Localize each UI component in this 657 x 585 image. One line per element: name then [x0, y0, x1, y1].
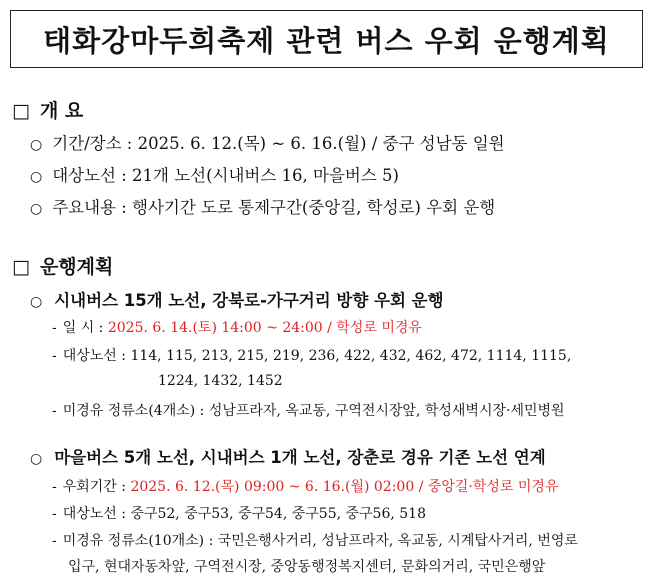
section-overview-heading: [12, 96, 83, 123]
page-title: 태화강마두희축제 관련 버스 우회 운행계획: [43, 23, 610, 58]
village-bus-stops: [52, 530, 578, 550]
city-bus-schedule: [52, 317, 422, 337]
dash-bullet: -: [52, 506, 57, 522]
dash-bullet: -: [52, 403, 57, 419]
overview-item-content: [30, 194, 495, 218]
city-bus-stops: [52, 400, 565, 420]
city-bus-title: 시내버스 15개 노선, 강북로-가구거리 방향 우회 운행: [54, 291, 444, 310]
schedule-label: 일 시 :: [62, 320, 104, 336]
square-bullet-icon: □: [12, 256, 30, 278]
stops-text: 미경유 정류소(10개소) : 국민은행사거리, 성남프라자, 옥교동, 시계탑사거리, 번영로: [62, 533, 578, 549]
city-bus-heading: [30, 287, 444, 311]
routes-value: 114, 115, 213, 215, 219, 236, 422, 432, 462, 472, 1114, 1115,: [130, 348, 572, 364]
dash-bullet: -: [52, 479, 57, 495]
dash-bullet: -: [52, 348, 57, 364]
period-label: 우회기간 :: [62, 479, 126, 495]
section-plan-heading: [12, 252, 113, 279]
circle-bullet-icon: ○: [30, 201, 43, 217]
village-bus-period: [52, 476, 558, 496]
schedule-value: 2025. 6. 14.(토) 14:00 ~ 24:00 / 학성로 미경유: [107, 320, 422, 336]
period-value: 2025. 6. 12.(목) 09:00 ~ 6. 16.(월) 02:00 / 중앙길·학성로 미경유: [130, 479, 559, 495]
city-bus-routes-cont: 1224, 1432, 1452: [158, 373, 283, 389]
circle-bullet-icon: ○: [30, 294, 43, 310]
city-bus-routes: [52, 345, 571, 365]
title-box: [10, 10, 643, 68]
routes-label: 대상노선 :: [62, 348, 126, 364]
overview-item-text: 주요내용 : 행사기간 도로 통제구간(중앙길, 학성로) 우회 운행: [52, 198, 496, 217]
section-overview-title: 개 요: [39, 100, 84, 122]
village-bus-stops-cont: 입구, 현대자동차앞, 구역전시장, 중앙동행정복지센터, 문화의거리, 국민은행앞: [68, 559, 546, 575]
stops-text: 미경유 정류소(4개소) : 성남프라자, 옥교동, 구역전시장앞, 학성새벽시장·세민병원: [62, 403, 565, 419]
overview-item-text: 기간/장소 : 2025. 6. 12.(목) ~ 6. 16.(월) / 중구 성남동 일원: [52, 134, 505, 153]
overview-item-text: 대상노선 : 21개 노선(시내버스 16, 마을버스 5): [52, 166, 399, 185]
square-bullet-icon: □: [12, 100, 30, 122]
village-bus-heading: [30, 444, 546, 468]
dash-bullet: -: [52, 320, 57, 336]
village-bus-title: 마을버스 5개 노선, 시내버스 1개 노선, 장춘로 경유 기존 노선 연계: [54, 448, 546, 467]
routes-text: 대상노선 : 중구52, 중구53, 중구54, 중구55, 중구56, 518: [62, 506, 426, 522]
overview-item-routes: [30, 162, 399, 186]
dash-bullet: -: [52, 533, 57, 549]
circle-bullet-icon: ○: [30, 137, 43, 153]
circle-bullet-icon: ○: [30, 169, 43, 185]
circle-bullet-icon: ○: [30, 451, 43, 467]
overview-item-period: [30, 130, 505, 154]
village-bus-routes: [52, 503, 426, 523]
section-plan-title: 운행계획: [39, 256, 114, 278]
